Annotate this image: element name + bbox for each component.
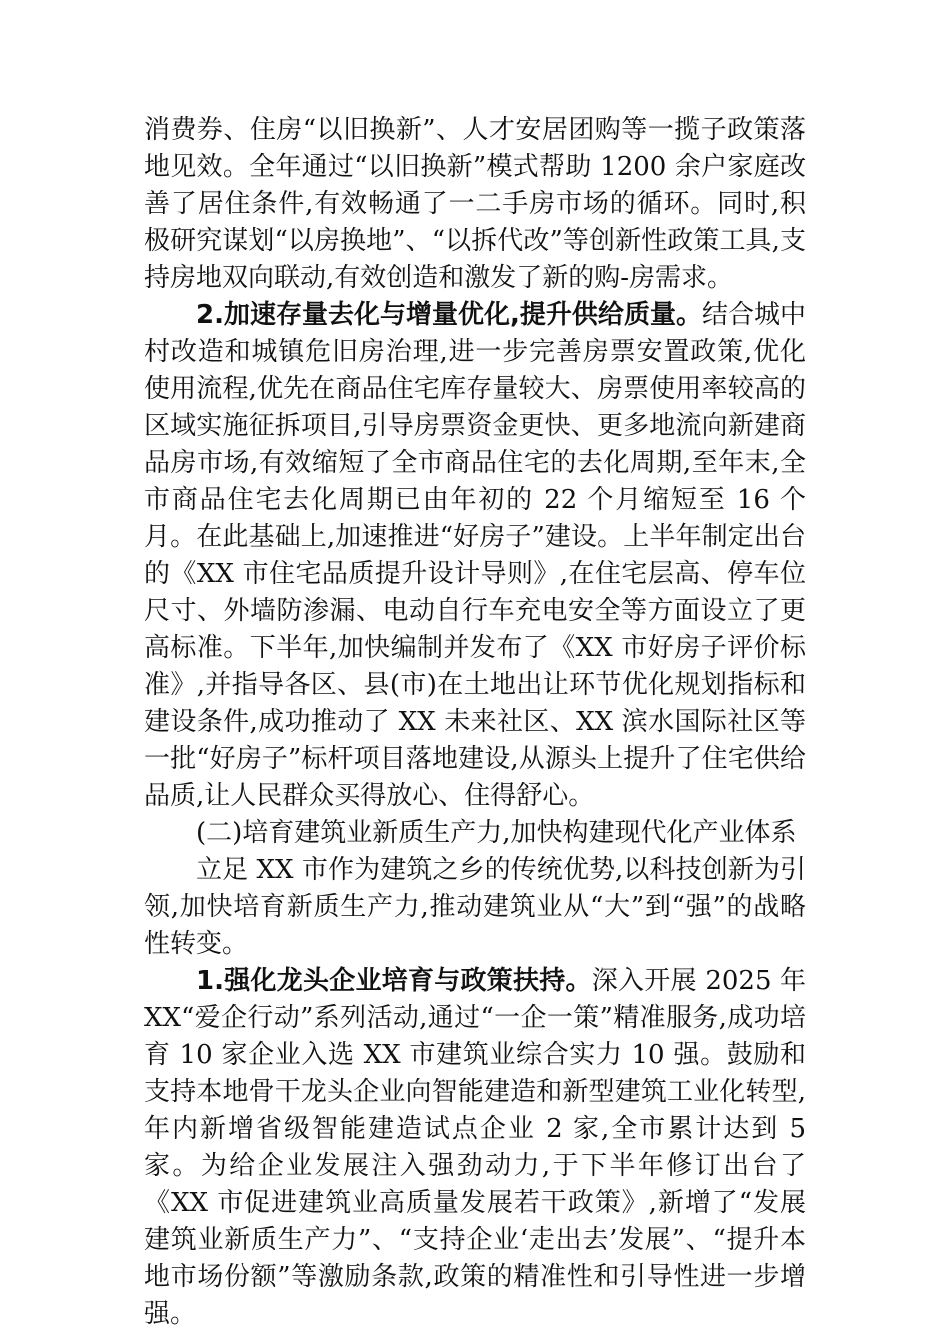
paragraph-body-leading-enterprises: 深入开展 2025 年 XX“爱企行动”系列活动,通过“一企一策”精准服务,成功培育 10 家企业入选 XX 市建筑业综合实力 10 强。鼓励和支持本地骨干龙头企业向智能建造和新型建筑工业化转型,年内新增省级智能建造试点企业 2 家,全市累计达到 5 家。为给企业发展注入强劲动力,于下半年修订出台了《XX 市促进建筑业高质量发展若干政策》,新增了“发展建筑业新质生产力”、“支持企业‘走出去’发展”、“提升本地市场份额”等激励条款,政策的精准性和引导性进一步增强。 bbox=[144, 966, 807, 1329]
paragraph-lead-supply-quality: 2.加速存量去化与增量优化,提升供给质量。 bbox=[196, 300, 702, 330]
paragraph-construction-intro: 立足 XX 市作为建筑之乡的传统优势,以科技创新为引领,加快培育新质生产力,推动建筑业从“大”到“强”的战略性转变。 bbox=[144, 855, 806, 959]
paragraph-housing-policy: 消费券、住房“以旧换新”、人才安居团购等一揽子政策落地见效。全年通过“以旧换新”模式帮助 1200 余户家庭改善了居住条件,有效畅通了一二手房市场的循环。同时,积极研究谋划“以房换地”、“以拆代改”等创新性政策工具,支持房地双向联动,有效创造和激发了新的购-房需求。 bbox=[144, 115, 806, 293]
paragraph-body-supply-quality: 结合城中村改造和城镇危旧房治理,进一步完善房票安置政策,优化使用流程,优先在商品住宅库存量较大、房票使用率较高的区域实施征拆项目,引导房票资金更快、更多地流向新建商品房市场,有效缩短了全市商品住宅的去化周期,至年末,全市商品住宅去化周期已由年初的 22 个月缩短至 16 个月。在此基础上,加速推进“好房子”建设。上半年制定出台的《XX 市住宅品质提升设计导则》,在住宅层高、停车位尺寸、外墙防渗漏、电动自行车充电安全等方面设立了更高标准。下半年,加快编制并发布了《XX 市好房子评价标准》,并指导各区、县(市)在土地出让环节优化规划指标和建设条件,成功推动了 XX 未来社区、XX 滨水国际社区等一批“好房子”标杆项目落地建设,从源头上提升了住宅供给品质,让人民群众买得放心、住得舒心。 bbox=[144, 300, 806, 811]
section-heading-construction: (二)培育建筑业新质生产力,加快构建现代化产业体系 bbox=[196, 818, 797, 848]
paragraph-leading-enterprises bbox=[144, 963, 806, 1333]
paragraph-supply-quality bbox=[144, 297, 806, 815]
document-page bbox=[144, 112, 806, 1333]
paragraph-lead-leading-enterprises: 1.强化龙头企业培育与政策扶持。 bbox=[196, 966, 592, 996]
